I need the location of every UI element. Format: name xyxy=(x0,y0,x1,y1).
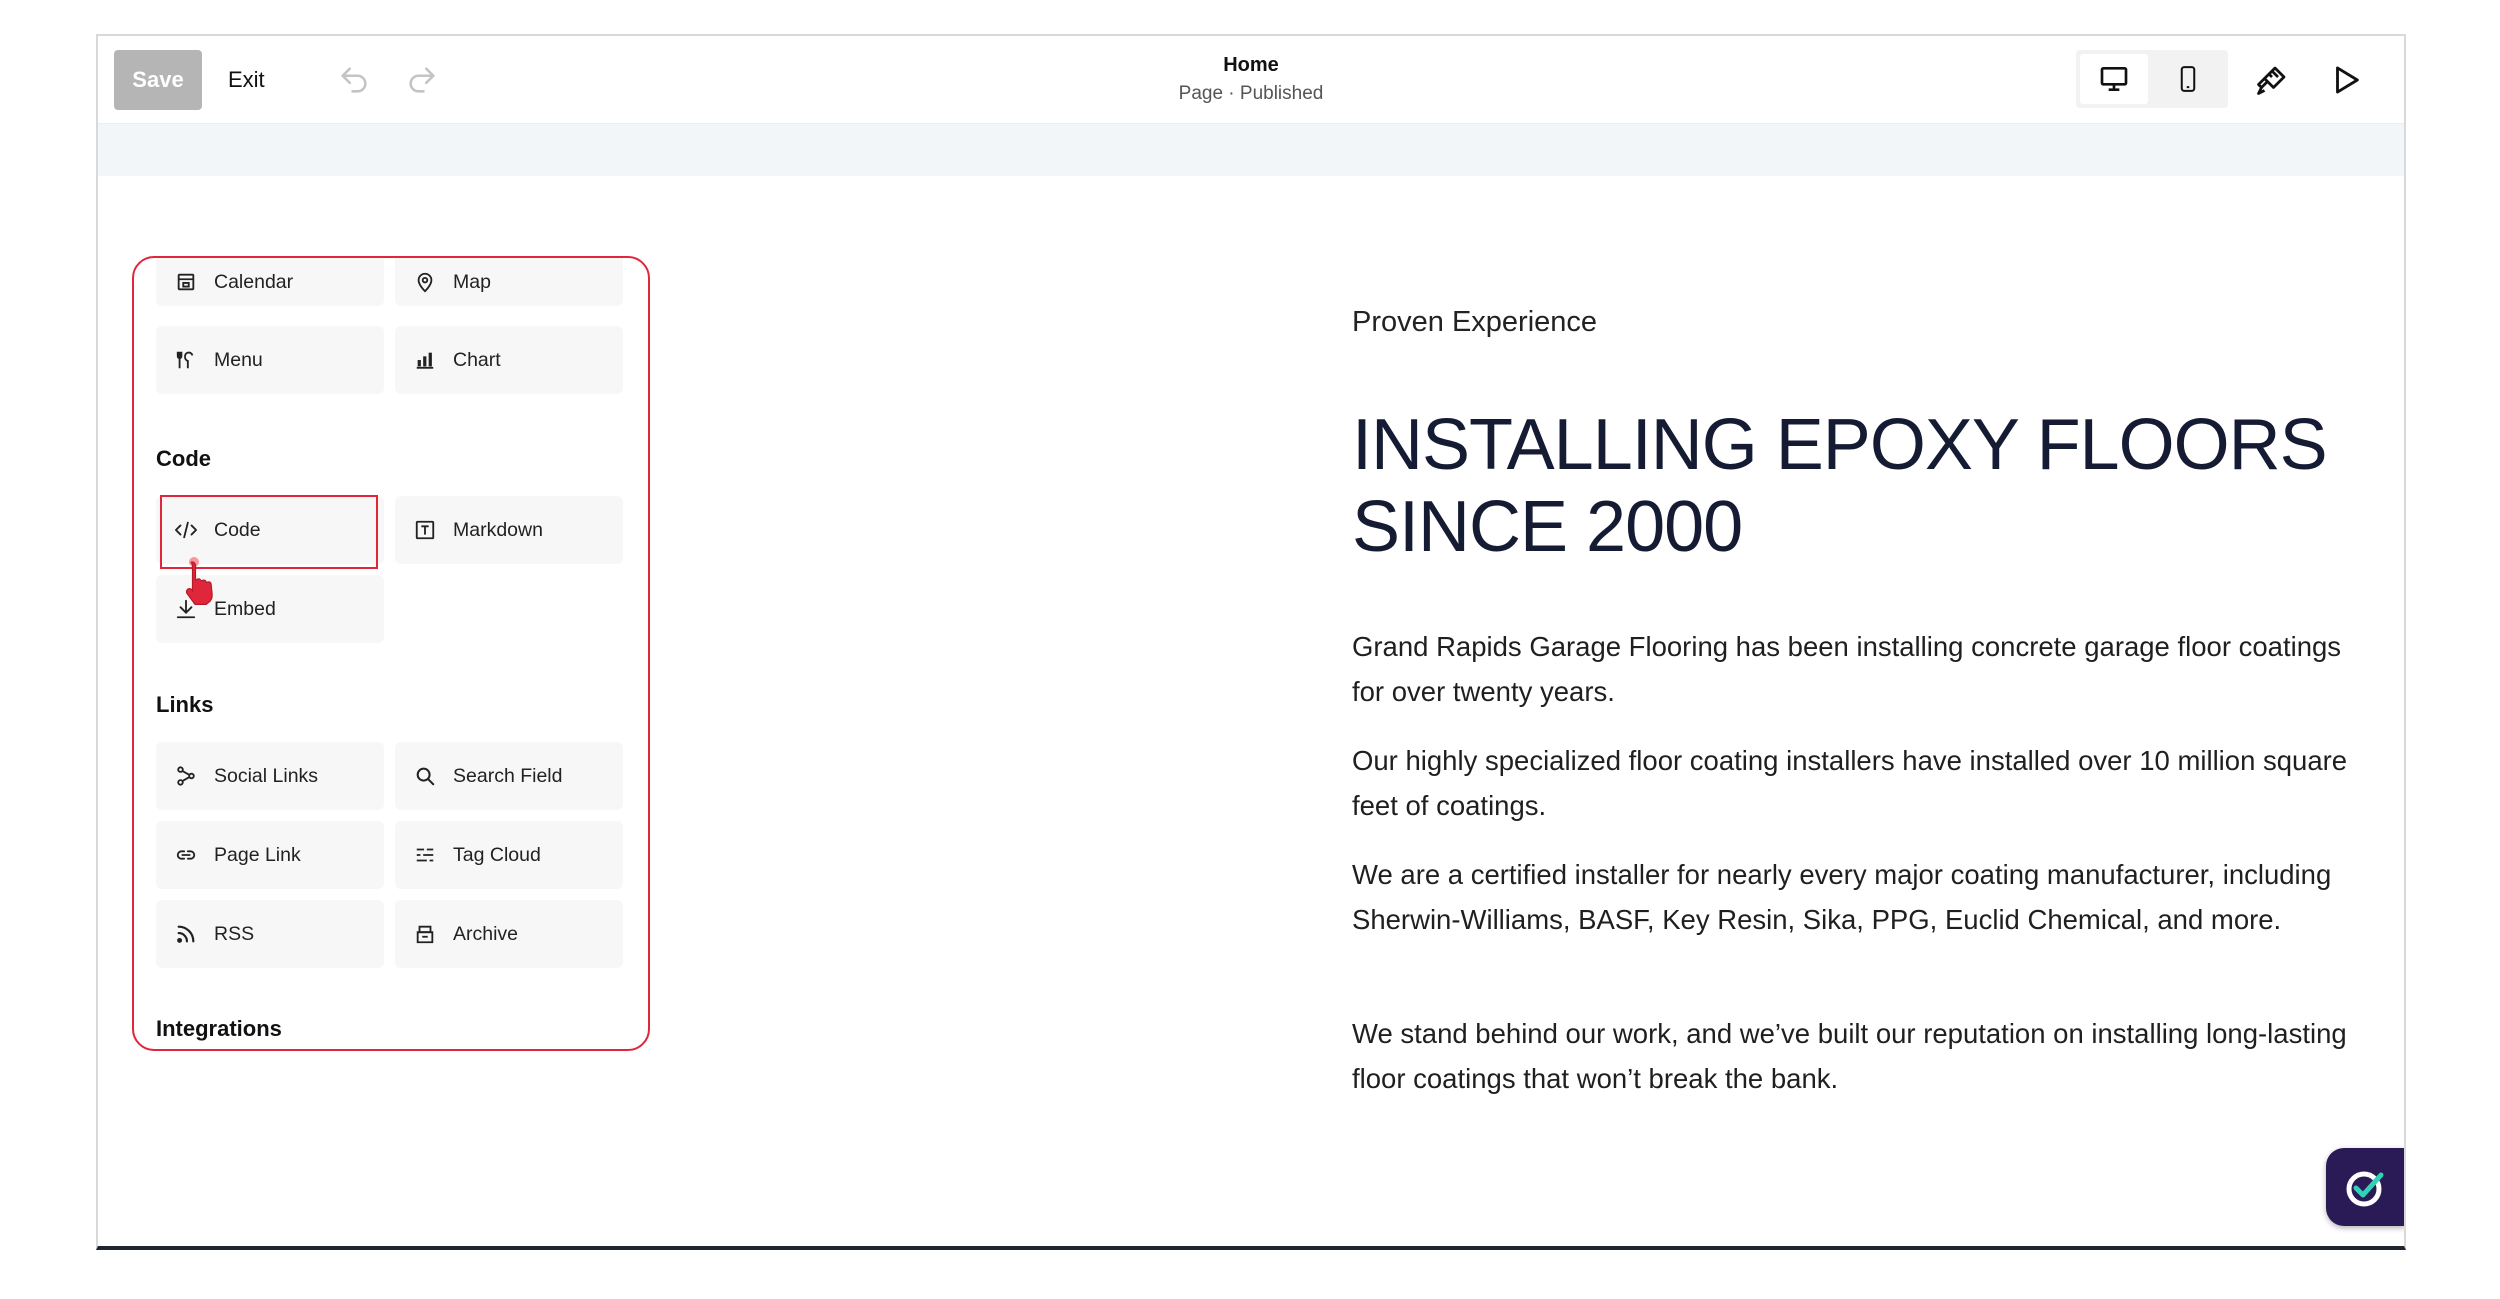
block-archive[interactable] xyxy=(395,900,623,968)
block-label: Embed xyxy=(214,597,276,620)
block-label: Map xyxy=(453,270,491,293)
archive-icon xyxy=(413,922,437,946)
body-paragraph: Our highly specialized floor coating installers have installed over 10 million square feet of coatings. xyxy=(1352,745,2348,821)
block-label: Menu xyxy=(214,348,263,371)
search-icon xyxy=(413,764,437,788)
section-banner-strip xyxy=(98,124,2404,176)
block-chart[interactable] xyxy=(395,326,623,394)
block-tag-cloud[interactable] xyxy=(395,821,623,889)
headline xyxy=(1352,404,2392,568)
exit-button[interactable]: Exit xyxy=(228,67,265,92)
block-label: Chart xyxy=(453,348,501,371)
desktop-view-button[interactable] xyxy=(2080,54,2148,104)
page-status: Page · Published xyxy=(1178,83,1324,104)
play-icon xyxy=(2329,63,2363,97)
section-heading-integrations: Integrations xyxy=(156,1016,282,1041)
block-label: Calendar xyxy=(214,270,294,293)
block-markdown[interactable] xyxy=(395,496,623,564)
block-search-field[interactable] xyxy=(395,742,623,810)
device-toggle xyxy=(2076,50,2228,108)
block-social-links[interactable] xyxy=(156,742,384,810)
block-label: Markdown xyxy=(453,518,543,541)
map-pin-icon xyxy=(413,270,437,294)
bar-chart-icon xyxy=(413,348,437,372)
block-page-link[interactable] xyxy=(156,821,384,889)
block-label: Search Field xyxy=(453,764,563,787)
block-label: Page Link xyxy=(214,843,301,866)
tag-cloud-icon xyxy=(413,843,437,867)
block-label: RSS xyxy=(214,922,255,945)
add-block-panel xyxy=(132,256,650,1051)
preview-play-button[interactable] xyxy=(2322,56,2370,104)
headline-line-1: INSTALLING EPOXY FLOORS xyxy=(1352,405,2327,485)
desktop-icon xyxy=(2098,63,2130,95)
body-paragraph: Grand Rapids Garage Flooring has been installing concrete garage floor coatings for over twenty years. xyxy=(1352,631,2342,707)
link-icon xyxy=(174,843,198,867)
assistant-launcher-button[interactable] xyxy=(2326,1148,2406,1226)
block-label: Tag Cloud xyxy=(453,843,541,866)
utensils-icon xyxy=(174,348,198,372)
paintbrush-icon xyxy=(2254,62,2290,98)
body-paragraph: We stand behind our work, and we’ve built our reputation on installing long-lasting floor coatings that won’t break the bank. xyxy=(1352,1018,2347,1094)
headline-line-2: SINCE 2000 xyxy=(1352,487,1743,567)
mobile-view-button[interactable] xyxy=(2154,54,2222,104)
page-title[interactable]: Home xyxy=(1223,54,1279,76)
share-icon xyxy=(174,764,198,788)
block-label: Code xyxy=(214,518,261,541)
section-heading-links: Links xyxy=(156,692,214,717)
block-label: Social Links xyxy=(214,764,319,787)
check-badge-icon xyxy=(2340,1161,2392,1213)
hand-pointer-cursor xyxy=(182,556,226,608)
body-paragraph: We are a certified installer for nearly every major coating manufacturer, including Sherwin-Williams, BASF, Key Resin, Sika, PPG, Euclid Chemical, and more. xyxy=(1352,859,2332,935)
markdown-icon xyxy=(413,518,437,542)
design-brush-button[interactable] xyxy=(2248,56,2296,104)
calendar-icon xyxy=(174,270,198,294)
block-menu[interactable] xyxy=(156,326,384,394)
block-map[interactable] xyxy=(395,258,623,306)
section-heading-code: Code xyxy=(156,446,211,471)
block-label: Archive xyxy=(453,922,519,945)
block-calendar[interactable] xyxy=(156,258,384,306)
rss-icon xyxy=(174,922,198,946)
block-rss[interactable] xyxy=(156,900,384,968)
editor-frame xyxy=(96,34,2406,1250)
editor-toolbar xyxy=(98,36,2404,124)
mobile-icon xyxy=(2173,63,2203,95)
eyebrow-text: Proven Experience xyxy=(1352,306,1598,338)
save-button[interactable]: Save xyxy=(114,50,202,110)
